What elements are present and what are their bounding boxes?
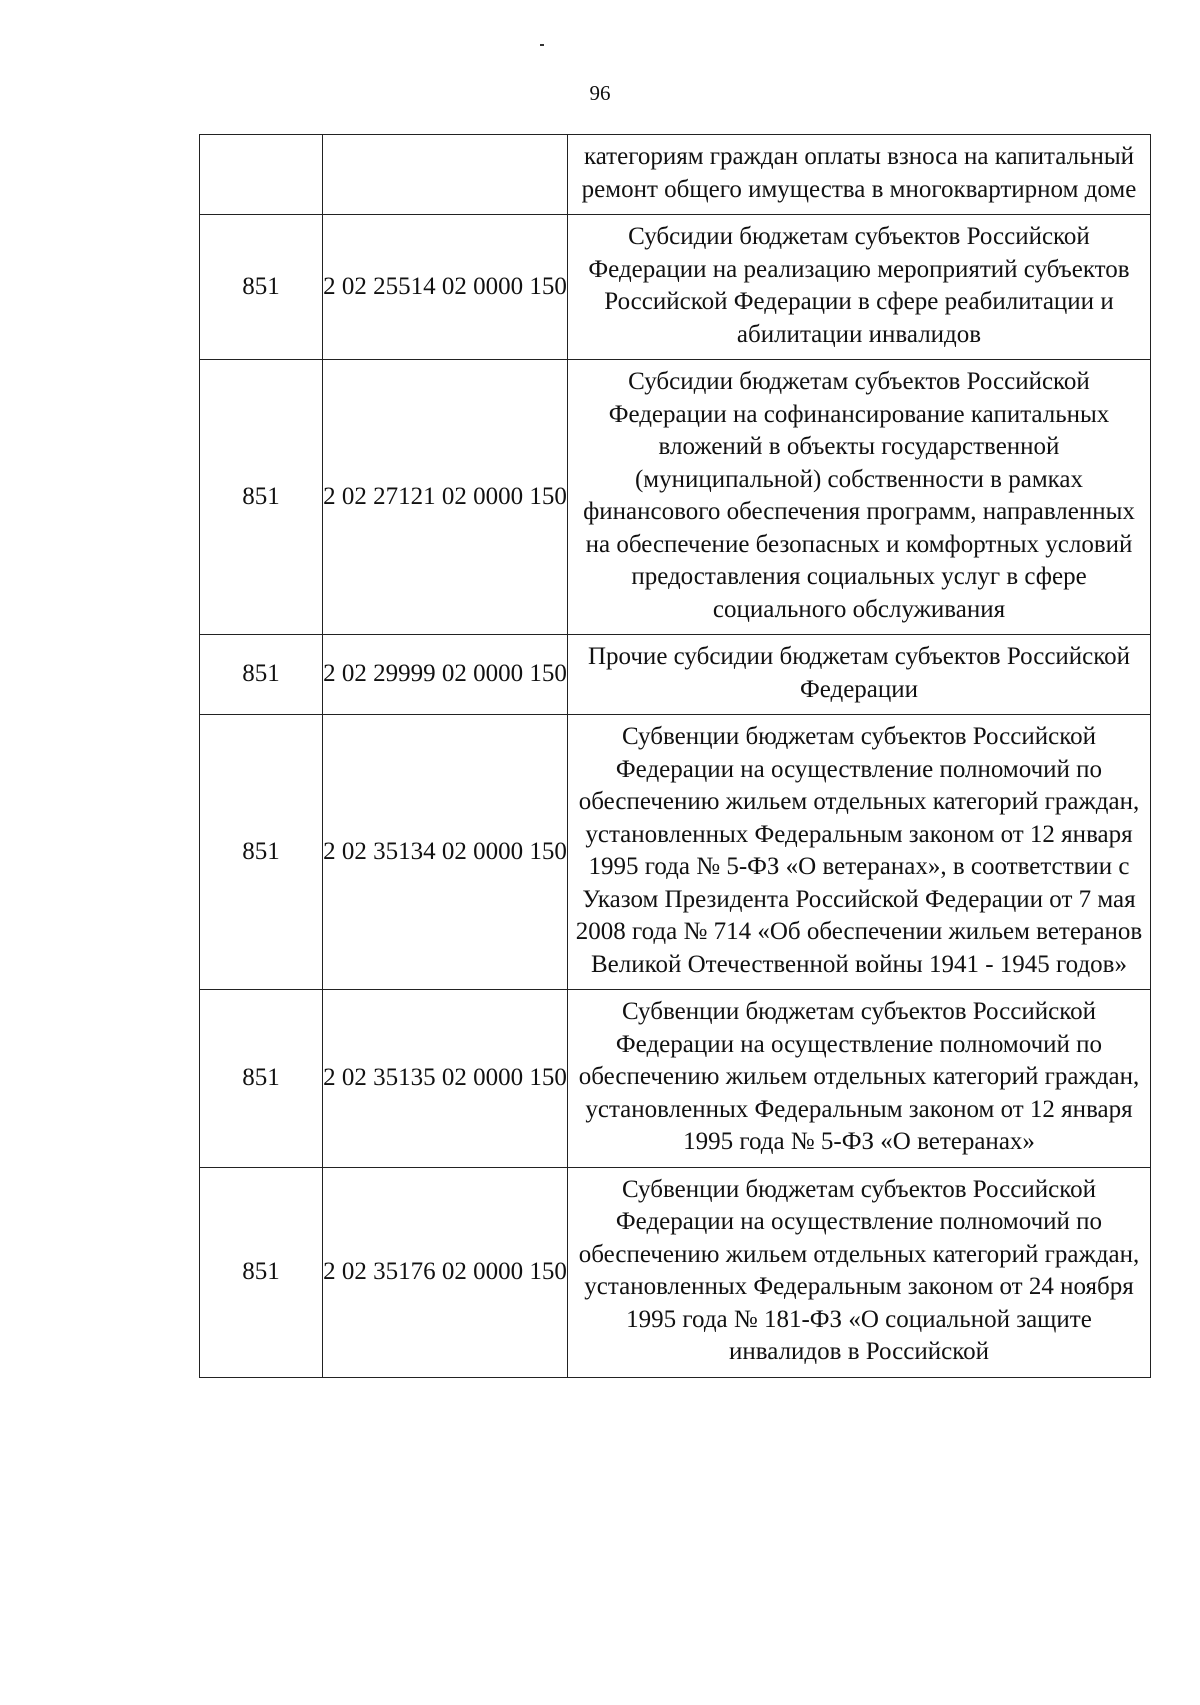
budget-code-cell [323, 135, 568, 215]
table-row [200, 635, 1151, 715]
budget-code-cell: 2 02 35176 02 0000 150 [323, 1167, 568, 1377]
budget-classification-table [199, 134, 1151, 1378]
table-row [200, 135, 1151, 215]
table-row [200, 1167, 1151, 1377]
admin-code-cell [200, 135, 323, 215]
budget-code-cell: 2 02 25514 02 0000 150 [323, 215, 568, 360]
table-row [200, 715, 1151, 990]
revenue-name-cell: Субсидии бюджетам субъектов Российской Федерации на софинансирование капитальных вложений в объекты государственной (муниципальной) собственности в рамках финансового обеспечения программ, направленных на обеспечение безопасных и комфортных условий предоставления социальных услуг в сфере социального обслуживания [568, 360, 1151, 635]
budget-code-cell: 2 02 27121 02 0000 150 [323, 360, 568, 635]
admin-code-cell: 851 [200, 990, 323, 1168]
admin-code-cell: 851 [200, 1167, 323, 1377]
scan-speck [540, 44, 544, 46]
revenue-name-cell: Субвенции бюджетам субъектов Российской Федерации на осуществление полномочий по обеспечению жильем отдельных категорий граждан, установленных Федеральным законом от 12 января 1995 года № 5-ФЗ «О ветеранах», в соответствии с Указом Президента Российской Федерации от 7 мая 2008 года № 714 «Об обеспечении жильем ветеранов Великой Отечественной войны 1941 - 1945 годов» [568, 715, 1151, 990]
revenue-name-cell: категориям граждан оплаты взноса на капитальный ремонт общего имущества в многоквартирном доме [568, 135, 1151, 215]
revenue-name-cell: Субсидии бюджетам субъектов Российской Федерации на реализацию мероприятий субъектов Российской Федерации в сфере реабилитации и абилитации инвалидов [568, 215, 1151, 360]
budget-code-cell: 2 02 29999 02 0000 150 [323, 635, 568, 715]
budget-code-cell: 2 02 35134 02 0000 150 [323, 715, 568, 990]
table-row [200, 990, 1151, 1168]
revenue-name-cell: Прочие субсидии бюджетам субъектов Российской Федерации [568, 635, 1151, 715]
admin-code-cell: 851 [200, 360, 323, 635]
revenue-name-cell: Субвенции бюджетам субъектов Российской Федерации на осуществление полномочий по обеспечению жильем отдельных категорий граждан, установленных Федеральным законом от 12 января 1995 года № 5-ФЗ «О ветеранах» [568, 990, 1151, 1168]
budget-code-cell: 2 02 35135 02 0000 150 [323, 990, 568, 1168]
admin-code-cell: 851 [200, 635, 323, 715]
revenue-name-cell: Субвенции бюджетам субъектов Российской Федерации на осуществление полномочий по обеспечению жильем отдельных категорий граждан, установленных Федеральным законом от 24 ноября 1995 года № 181-ФЗ «О социальной защите инвалидов в Российской [568, 1167, 1151, 1377]
page-number: 96 [589, 81, 611, 105]
admin-code-cell: 851 [200, 715, 323, 990]
table-row [200, 215, 1151, 360]
admin-code-cell: 851 [200, 215, 323, 360]
table-row [200, 360, 1151, 635]
